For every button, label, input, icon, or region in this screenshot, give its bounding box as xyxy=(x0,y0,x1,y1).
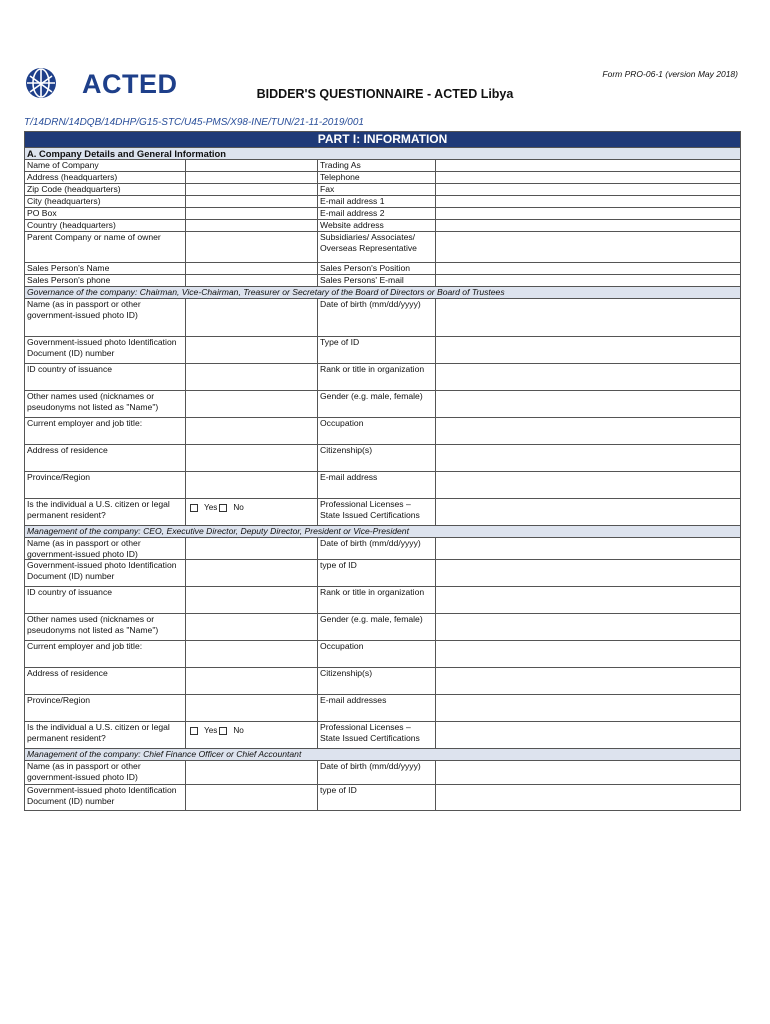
answer-field[interactable] xyxy=(186,208,318,220)
field-label: ID country of issuance xyxy=(25,587,186,614)
form-row xyxy=(25,668,741,695)
answer-field[interactable] xyxy=(186,538,318,560)
citizenship-choice[interactable] xyxy=(186,499,318,526)
form-row xyxy=(25,761,741,785)
answer-field[interactable] xyxy=(186,184,318,196)
field-label: Government-issued photo Identification Document (ID) number xyxy=(25,785,186,811)
answer-field[interactable] xyxy=(436,722,741,749)
answer-field[interactable] xyxy=(186,391,318,418)
no-label: No xyxy=(233,726,244,736)
citizenship-choice[interactable] xyxy=(186,722,318,749)
yes-checkbox[interactable] xyxy=(190,504,198,512)
field-label: E-mail addresses xyxy=(318,695,436,722)
field-label: PO Box xyxy=(25,208,186,220)
answer-field[interactable] xyxy=(436,668,741,695)
form-row xyxy=(25,445,741,472)
answer-field[interactable] xyxy=(436,220,741,232)
field-label: E-mail address 2 xyxy=(318,208,436,220)
field-label: Name (as in passport or other government-issued photo ID) xyxy=(25,761,186,785)
answer-field[interactable] xyxy=(186,232,318,263)
field-label: Date of birth (mm/dd/yyyy) xyxy=(318,538,436,560)
logo-wordmark: ACTED xyxy=(82,69,178,99)
answer-field[interactable] xyxy=(436,785,741,811)
form-row xyxy=(25,172,741,184)
field-label: Name (as in passport or other government-issued photo ID) xyxy=(25,299,186,337)
answer-field[interactable] xyxy=(436,418,741,445)
answer-field[interactable] xyxy=(436,184,741,196)
field-label: Sales Person's Name xyxy=(25,263,186,275)
field-label: type of ID xyxy=(318,560,436,587)
form-row xyxy=(25,560,741,587)
field-label: Occupation xyxy=(318,641,436,668)
document-title: BIDDER'S QUESTIONNAIRE - ACTED Libya xyxy=(256,87,514,101)
answer-field[interactable] xyxy=(436,499,741,526)
answer-field[interactable] xyxy=(436,299,741,337)
field-label: Current employer and job title: xyxy=(25,418,186,445)
field-label: type of ID xyxy=(318,785,436,811)
answer-field[interactable] xyxy=(436,232,741,263)
form-row xyxy=(25,722,741,749)
section-title xyxy=(25,147,741,159)
form-row xyxy=(25,299,741,337)
field-label: Sales Person's phone xyxy=(25,275,186,287)
answer-field[interactable] xyxy=(186,445,318,472)
field-label: Occupation xyxy=(318,418,436,445)
answer-field[interactable] xyxy=(186,275,318,287)
answer-field[interactable] xyxy=(436,587,741,614)
field-label: Government-issued photo Identification Document (ID) number xyxy=(25,337,186,364)
field-label: Zip Code (headquarters) xyxy=(25,184,186,196)
answer-field[interactable] xyxy=(186,299,318,337)
no-checkbox[interactable] xyxy=(219,504,227,512)
field-label: E-mail address xyxy=(318,472,436,499)
answer-field[interactable] xyxy=(436,472,741,499)
part-title-label: PART I: INFORMATION xyxy=(25,132,741,148)
answer-field[interactable] xyxy=(186,337,318,364)
answer-field[interactable] xyxy=(436,263,741,275)
no-option[interactable] xyxy=(219,503,243,513)
answer-field[interactable] xyxy=(436,445,741,472)
field-label: Sales Person's Position xyxy=(318,263,436,275)
governance-heading xyxy=(25,287,741,299)
form-row xyxy=(25,499,741,526)
field-label: Citizenship(s) xyxy=(318,445,436,472)
form-row xyxy=(25,263,741,275)
field-label: Other names used (nicknames or pseudonyms not listed as "Name") xyxy=(25,614,186,641)
yes-label: Yes xyxy=(204,503,218,513)
field-label: Professional Licenses – State Issued Certifications xyxy=(318,722,436,749)
field-label: Fax xyxy=(318,184,436,196)
answer-field[interactable] xyxy=(186,560,318,587)
field-label: E-mail address 1 xyxy=(318,196,436,208)
field-label: Is the individual a U.S. citizen or legal permanent resident? xyxy=(25,722,186,749)
field-label: Address of residence xyxy=(25,445,186,472)
answer-field[interactable] xyxy=(186,418,318,445)
form-row xyxy=(25,220,741,232)
reference-number: T/14DRN/14DQB/14DHP/G15-STC/U45-PMS/X98-INE/TUN/21-11-2019/001 xyxy=(24,117,364,128)
answer-field[interactable] xyxy=(436,614,741,641)
form-row xyxy=(25,472,741,499)
answer-field[interactable] xyxy=(436,364,741,391)
field-label: Date of birth (mm/dd/yyyy) xyxy=(318,299,436,337)
field-label: Citizenship(s) xyxy=(318,668,436,695)
form-row xyxy=(25,391,741,418)
answer-field[interactable] xyxy=(186,172,318,184)
section-title-label: A. Company Details and General Information xyxy=(25,147,741,159)
form-code: Form PRO-06-1 (version May 2018) xyxy=(602,69,738,79)
answer-field[interactable] xyxy=(436,196,741,208)
yes-option[interactable] xyxy=(190,503,217,513)
questionnaire-table xyxy=(24,131,741,811)
field-label: Rank or title in organization xyxy=(318,364,436,391)
field-label: ID country of issuance xyxy=(25,364,186,391)
answer-field[interactable] xyxy=(186,364,318,391)
form-row xyxy=(25,337,741,364)
field-label: Telephone xyxy=(318,172,436,184)
field-label: Sales Persons' E-mail xyxy=(318,275,436,287)
management-heading-label: Management of the company: CEO, Executive Director, Deputy Director, President or Vice-President xyxy=(25,526,741,538)
form-row xyxy=(25,587,741,614)
yes-label: Yes xyxy=(204,726,218,736)
form-row xyxy=(25,275,741,287)
answer-field[interactable] xyxy=(186,668,318,695)
field-label: Address (headquarters) xyxy=(25,172,186,184)
answer-field[interactable] xyxy=(436,391,741,418)
form-row xyxy=(25,785,741,811)
field-label: Is the individual a U.S. citizen or legal permanent resident? xyxy=(25,499,186,526)
governance-heading-label: Governance of the company: Chairman, Vice-Chairman, Treasurer or Secretary of the Board of Directors or Board of Trustees xyxy=(25,287,741,299)
field-label: Gender (e.g. male, female) xyxy=(318,391,436,418)
answer-field[interactable] xyxy=(186,160,318,172)
answer-field[interactable] xyxy=(186,472,318,499)
answer-field[interactable] xyxy=(436,560,741,587)
answer-field[interactable] xyxy=(436,641,741,668)
answer-field[interactable] xyxy=(436,275,741,287)
form-row xyxy=(25,614,741,641)
field-label: City (headquarters) xyxy=(25,196,186,208)
answer-field[interactable] xyxy=(436,538,741,560)
form-row xyxy=(25,641,741,668)
answer-field[interactable] xyxy=(436,695,741,722)
form-row xyxy=(25,208,741,220)
form-row xyxy=(25,418,741,445)
field-label: Name (as in passport or other government-issued photo ID) xyxy=(25,538,186,560)
field-label: Rank or title in organization xyxy=(318,587,436,614)
answer-field[interactable] xyxy=(186,641,318,668)
field-label: Country (headquarters) xyxy=(25,220,186,232)
answer-field[interactable] xyxy=(186,785,318,811)
field-label: Current employer and job title: xyxy=(25,641,186,668)
part-title xyxy=(25,132,741,148)
form-row xyxy=(25,538,741,560)
answer-field[interactable] xyxy=(436,160,741,172)
field-label: Website address xyxy=(318,220,436,232)
yes-option[interactable] xyxy=(190,726,217,736)
field-label: Date of birth (mm/dd/yyyy) xyxy=(318,761,436,785)
answer-field[interactable] xyxy=(186,695,318,722)
field-label: Name of Company xyxy=(25,160,186,172)
finance-heading xyxy=(25,749,741,761)
form-row xyxy=(25,364,741,391)
field-label: Address of residence xyxy=(25,668,186,695)
no-label: No xyxy=(233,503,244,513)
no-option[interactable] xyxy=(219,726,243,736)
field-label: Other names used (nicknames or pseudonyms not listed as "Name") xyxy=(25,391,186,418)
answer-field[interactable] xyxy=(186,220,318,232)
form-row xyxy=(25,695,741,722)
no-checkbox[interactable] xyxy=(219,727,227,735)
field-label: Professional Licenses – State Issued Certifications xyxy=(318,499,436,526)
field-label: Subsidiaries/ Associates/ Overseas Representative xyxy=(318,232,436,263)
answer-field[interactable] xyxy=(436,337,741,364)
form-row xyxy=(25,232,741,263)
yes-checkbox[interactable] xyxy=(190,727,198,735)
answer-field[interactable] xyxy=(186,587,318,614)
management-heading xyxy=(25,526,741,538)
field-label: Province/Region xyxy=(25,695,186,722)
field-label: Government-issued photo Identification Document (ID) number xyxy=(25,560,186,587)
answer-field[interactable] xyxy=(436,208,741,220)
answer-field[interactable] xyxy=(186,196,318,208)
answer-field[interactable] xyxy=(186,761,318,785)
form-row xyxy=(25,184,741,196)
answer-field[interactable] xyxy=(436,172,741,184)
field-label: Trading As xyxy=(318,160,436,172)
answer-field[interactable] xyxy=(186,263,318,275)
field-label: Gender (e.g. male, female) xyxy=(318,614,436,641)
answer-field[interactable] xyxy=(436,761,741,785)
finance-heading-label: Management of the company: Chief Finance Officer or Chief Accountant xyxy=(25,749,741,761)
field-label: Type of ID xyxy=(318,337,436,364)
form-row xyxy=(25,196,741,208)
answer-field[interactable] xyxy=(186,614,318,641)
field-label: Parent Company or name of owner xyxy=(25,232,186,263)
form-row xyxy=(25,160,741,172)
field-label: Province/Region xyxy=(25,472,186,499)
